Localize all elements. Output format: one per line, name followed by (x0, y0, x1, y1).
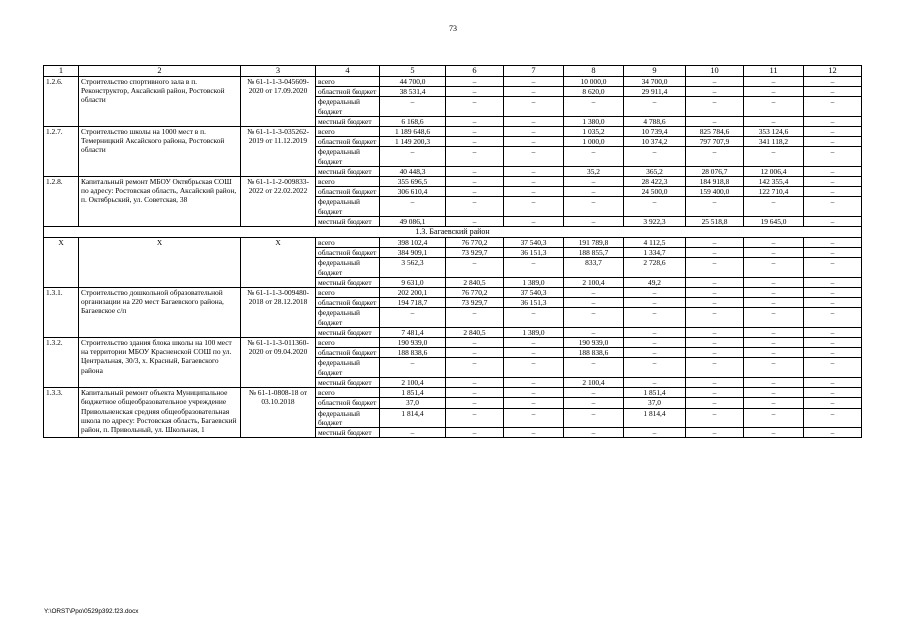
project-name: X (79, 238, 241, 288)
project-name: Капитальный ремонт МБОУ Октябрьская СОШ по адресу: Ростовская область, Аксайский район, п. Октябрьский, ул. Советская, 38 (79, 177, 241, 227)
amount-cell: 1 149 200,3 (380, 137, 446, 147)
item-number: X (44, 238, 79, 288)
amount-cell: – (744, 338, 804, 348)
amount-cell: – (624, 427, 686, 437)
amount-cell: – (744, 197, 804, 216)
column-header: 1 (44, 66, 79, 77)
amount-cell: – (446, 137, 504, 147)
project-name: Капитальный ремонт объекта Муниципальное бюджетное общеобразовательное учреждение Привольненская средняя общеобразовательная школа по адресу: Ростовская область, Багаевский район, п. Привольный, ул. Школьная, 1 (79, 388, 241, 438)
table-row (44, 388, 862, 398)
funding-source: федеральный бюджет (316, 308, 380, 327)
budget-table (43, 65, 862, 438)
column-header: 9 (624, 66, 686, 77)
amount-cell: – (504, 197, 564, 216)
amount-cell: – (804, 258, 862, 277)
amount-cell: 8 620,0 (564, 87, 624, 97)
amount-cell: – (804, 116, 862, 126)
funding-source: федеральный бюджет (316, 358, 380, 377)
amount-cell: – (446, 97, 504, 116)
amount-cell: 188 838,6 (380, 348, 446, 358)
funding-source: всего (316, 127, 380, 137)
amount-cell: 384 909,1 (380, 248, 446, 258)
amount-cell: – (446, 147, 504, 166)
funding-source: всего (316, 238, 380, 248)
amount-cell: – (564, 327, 624, 337)
funding-source: федеральный бюджет (316, 147, 380, 166)
amount-cell: 355 696,5 (380, 177, 446, 187)
section-title: 1.3. Багаевский район (44, 227, 862, 238)
amount-cell: – (744, 147, 804, 166)
amount-cell: – (564, 308, 624, 327)
funding-source: областной бюджет (316, 137, 380, 147)
amount-cell: 35,2 (564, 166, 624, 176)
amount-cell: – (446, 166, 504, 176)
amount-cell: 37,0 (624, 398, 686, 408)
amount-cell: 184 918,8 (686, 177, 744, 187)
column-header: 8 (564, 66, 624, 77)
funding-source: местный бюджет (316, 327, 380, 337)
amount-cell: – (744, 358, 804, 377)
amount-cell: – (744, 258, 804, 277)
item-number: 1.2.8. (44, 177, 79, 227)
amount-cell: 76 770,2 (446, 288, 504, 298)
amount-cell: 44 700,0 (380, 77, 446, 87)
amount-cell: – (504, 97, 564, 116)
funding-source: всего (316, 77, 380, 87)
amount-cell: – (564, 288, 624, 298)
amount-cell: 2 840,5 (446, 327, 504, 337)
amount-cell: – (804, 97, 862, 116)
amount-cell: 37 540,3 (504, 238, 564, 248)
amount-cell: – (504, 166, 564, 176)
amount-cell: – (624, 338, 686, 348)
amount-cell: – (446, 116, 504, 126)
amount-cell: – (564, 216, 624, 226)
item-number: 1.3.1. (44, 288, 79, 338)
amount-cell: – (686, 348, 744, 358)
project-name: Строительство дошкольной образовательной организации на 220 мест Багаевского района, Багаевское с/п (79, 288, 241, 338)
amount-cell: – (686, 248, 744, 258)
funding-source: областной бюджет (316, 248, 380, 258)
amount-cell: 1 814,4 (380, 408, 446, 427)
expertise-conclusion: X (241, 238, 316, 288)
amount-cell: 1 000,0 (564, 137, 624, 147)
amount-cell: – (380, 308, 446, 327)
amount-cell: – (564, 358, 624, 377)
amount-cell: – (446, 398, 504, 408)
column-header: 6 (446, 66, 504, 77)
amount-cell: 1 380,0 (564, 116, 624, 126)
funding-source: федеральный бюджет (316, 197, 380, 216)
amount-cell: – (744, 408, 804, 427)
amount-cell: – (744, 348, 804, 358)
amount-cell: 37 540,3 (504, 288, 564, 298)
amount-cell: – (380, 97, 446, 116)
project-name: Строительство спортивного зала в п. Реконструктор, Аксайский район, Ростовской области (79, 77, 241, 127)
funding-source: федеральный бюджет (316, 408, 380, 427)
amount-cell: – (686, 388, 744, 398)
amount-cell: 833,7 (564, 258, 624, 277)
amount-cell: 202 200,1 (380, 288, 446, 298)
funding-source: местный бюджет (316, 216, 380, 226)
amount-cell: 10 000,0 (564, 77, 624, 87)
amount-cell: – (804, 358, 862, 377)
amount-cell: – (686, 338, 744, 348)
amount-cell: 194 718,7 (380, 298, 446, 308)
amount-cell: – (564, 408, 624, 427)
amount-cell: 122 710,4 (744, 187, 804, 197)
amount-cell: 797 707,9 (686, 137, 744, 147)
amount-cell: – (686, 308, 744, 327)
amount-cell: – (380, 358, 446, 377)
amount-cell: – (804, 127, 862, 137)
amount-cell: 188 838,6 (564, 348, 624, 358)
amount-cell: – (744, 327, 804, 337)
table-row (44, 177, 862, 187)
amount-cell: – (744, 398, 804, 408)
amount-cell: 2 100,4 (380, 377, 446, 387)
amount-cell: 3 562,3 (380, 258, 446, 277)
amount-cell: 37,0 (380, 398, 446, 408)
amount-cell: 188 855,7 (564, 248, 624, 258)
amount-cell: – (624, 197, 686, 216)
table-row (44, 288, 862, 298)
amount-cell: – (564, 97, 624, 116)
table-row (44, 338, 862, 348)
funding-source: всего (316, 288, 380, 298)
amount-cell: 38 531,4 (380, 87, 446, 97)
amount-cell: – (446, 338, 504, 348)
amount-cell: – (744, 87, 804, 97)
item-number: 1.2.7. (44, 127, 79, 177)
amount-cell: – (446, 388, 504, 398)
amount-cell: – (504, 427, 564, 437)
amount-cell: – (564, 388, 624, 398)
amount-cell: 1 851,4 (624, 388, 686, 398)
amount-cell: – (686, 377, 744, 387)
item-number: 1.3.3. (44, 388, 79, 438)
page-number: 73 (449, 24, 457, 33)
amount-cell: 28 076,7 (686, 166, 744, 176)
amount-cell: – (804, 166, 862, 176)
amount-cell: – (446, 258, 504, 277)
amount-cell: – (804, 298, 862, 308)
amount-cell: 25 518,8 (686, 216, 744, 226)
funding-source: всего (316, 177, 380, 187)
amount-cell: – (624, 298, 686, 308)
funding-source: местный бюджет (316, 427, 380, 437)
amount-cell: 49,2 (624, 277, 686, 287)
amount-cell: 341 118,2 (744, 137, 804, 147)
amount-cell: 34 700,0 (624, 77, 686, 87)
amount-cell: – (504, 408, 564, 427)
amount-cell: – (446, 177, 504, 187)
amount-cell: – (744, 248, 804, 258)
project-name: Строительство школы на 1000 мест в п. Темерницкий Аксайского района, Ростовской области (79, 127, 241, 177)
amount-cell: – (564, 147, 624, 166)
amount-cell: – (504, 187, 564, 197)
amount-cell: – (624, 348, 686, 358)
amount-cell: – (504, 388, 564, 398)
funding-source: федеральный бюджет (316, 258, 380, 277)
amount-cell: – (504, 127, 564, 137)
amount-cell: – (504, 177, 564, 187)
amount-cell: 142 355,4 (744, 177, 804, 187)
amount-cell: 6 168,6 (380, 116, 446, 126)
amount-cell: 398 102,4 (380, 238, 446, 248)
amount-cell: – (504, 137, 564, 147)
amount-cell: – (686, 197, 744, 216)
amount-cell: – (686, 97, 744, 116)
amount-cell: – (744, 298, 804, 308)
amount-cell: 1 814,4 (624, 408, 686, 427)
amount-cell: – (564, 197, 624, 216)
item-number: 1.3.2. (44, 338, 79, 388)
amount-cell: – (446, 77, 504, 87)
amount-cell: – (686, 327, 744, 337)
amount-cell: – (624, 147, 686, 166)
amount-cell: – (804, 388, 862, 398)
amount-cell: 36 151,3 (504, 248, 564, 258)
amount-cell: – (446, 358, 504, 377)
amount-cell: – (804, 427, 862, 437)
amount-cell: 12 006,4 (744, 166, 804, 176)
amount-cell: 190 939,0 (380, 338, 446, 348)
funding-source: всего (316, 338, 380, 348)
amount-cell: – (686, 298, 744, 308)
column-header: 3 (241, 66, 316, 77)
amount-cell: 10 374,2 (624, 137, 686, 147)
amount-cell: – (446, 197, 504, 216)
amount-cell: 306 610,4 (380, 187, 446, 197)
amount-cell: – (446, 216, 504, 226)
amount-cell: 49 086,1 (380, 216, 446, 226)
amount-cell: – (504, 348, 564, 358)
amount-cell: – (504, 398, 564, 408)
column-header: 11 (744, 66, 804, 77)
amount-cell: – (446, 427, 504, 437)
amount-cell: – (804, 308, 862, 327)
amount-cell: – (446, 308, 504, 327)
amount-cell: 190 939,0 (564, 338, 624, 348)
expertise-conclusion: № 61-1-1-3-009480-2018 от 28.12.2018 (241, 288, 316, 338)
amount-cell: 76 770,2 (446, 238, 504, 248)
table-row (44, 77, 862, 87)
amount-cell: – (804, 238, 862, 248)
amount-cell: – (744, 116, 804, 126)
amount-cell: – (804, 288, 862, 298)
expertise-conclusion: № 61-1-1-3-011360-2020 от 09.04.2020 (241, 338, 316, 388)
amount-cell: 2 100,4 (564, 277, 624, 287)
amount-cell: – (504, 377, 564, 387)
column-header: 12 (804, 66, 862, 77)
amount-cell: 19 645,0 (744, 216, 804, 226)
amount-cell: – (504, 147, 564, 166)
section-header-row (44, 227, 862, 238)
amount-cell: – (504, 338, 564, 348)
amount-cell: – (686, 87, 744, 97)
amount-cell: – (804, 338, 862, 348)
amount-cell: – (744, 238, 804, 248)
amount-cell: – (446, 87, 504, 97)
amount-cell: – (804, 197, 862, 216)
amount-cell: – (446, 348, 504, 358)
amount-cell: 1 851,4 (380, 388, 446, 398)
amount-cell: 4 112,5 (624, 238, 686, 248)
amount-cell: – (446, 377, 504, 387)
column-number-row (44, 66, 862, 77)
amount-cell: – (686, 258, 744, 277)
amount-cell: – (686, 427, 744, 437)
funding-source: областной бюджет (316, 398, 380, 408)
amount-cell: 353 124,6 (744, 127, 804, 137)
amount-cell: – (804, 177, 862, 187)
amount-cell: – (504, 258, 564, 277)
amount-cell: 24 500,0 (624, 187, 686, 197)
amount-cell: 2 728,6 (624, 258, 686, 277)
funding-source: областной бюджет (316, 187, 380, 197)
amount-cell: 1 389,0 (504, 327, 564, 337)
amount-cell: – (804, 216, 862, 226)
amount-cell: – (504, 87, 564, 97)
amount-cell: 3 922,3 (624, 216, 686, 226)
amount-cell: 159 400,0 (686, 187, 744, 197)
funding-source: областной бюджет (316, 298, 380, 308)
amount-cell: – (744, 308, 804, 327)
amount-cell: – (686, 277, 744, 287)
funding-source: всего (316, 388, 380, 398)
amount-cell: – (446, 127, 504, 137)
amount-cell: – (804, 248, 862, 258)
amount-cell: – (446, 187, 504, 197)
amount-cell: – (504, 358, 564, 377)
expertise-conclusion: № 61-1-0808-18 от 03.10.2018 (241, 388, 316, 438)
amount-cell: – (564, 187, 624, 197)
column-header: 5 (380, 66, 446, 77)
column-header: 7 (504, 66, 564, 77)
funding-source: федеральный бюджет (316, 97, 380, 116)
amount-cell: 9 631,0 (380, 277, 446, 287)
amount-cell: 29 911,4 (624, 87, 686, 97)
amount-cell: 10 739,4 (624, 127, 686, 137)
amount-cell: – (804, 327, 862, 337)
amount-cell: – (686, 408, 744, 427)
amount-cell: 73 929,7 (446, 248, 504, 258)
amount-cell: – (504, 216, 564, 226)
amount-cell: – (686, 77, 744, 87)
amount-cell: 28 422,3 (624, 177, 686, 187)
amount-cell: – (504, 116, 564, 126)
amount-cell: – (624, 288, 686, 298)
column-header: 4 (316, 66, 380, 77)
amount-cell: 825 784,6 (686, 127, 744, 137)
amount-cell: – (564, 177, 624, 187)
amount-cell: – (446, 408, 504, 427)
amount-cell: – (564, 427, 624, 437)
table-row (44, 127, 862, 137)
amount-cell: 4 788,6 (624, 116, 686, 126)
amount-cell: 1 189 648,6 (380, 127, 446, 137)
amount-cell: – (744, 388, 804, 398)
amount-cell: – (686, 147, 744, 166)
item-number: 1.2.6. (44, 77, 79, 127)
amount-cell: – (380, 427, 446, 437)
expertise-conclusion: № 61-1-1-3-035262-2019 от 11.12.2019 (241, 127, 316, 177)
funding-source: местный бюджет (316, 116, 380, 126)
amount-cell: – (804, 348, 862, 358)
amount-cell: 365,2 (624, 166, 686, 176)
amount-cell: – (504, 77, 564, 87)
amount-cell: – (804, 87, 862, 97)
amount-cell: – (504, 308, 564, 327)
amount-cell: – (564, 298, 624, 308)
file-path-footer: Y:\ORST\Ppo\0529p392.f23.docx (44, 608, 139, 615)
amount-cell: – (380, 197, 446, 216)
funding-source: местный бюджет (316, 277, 380, 287)
amount-cell: – (804, 187, 862, 197)
amount-cell: 2 840,5 (446, 277, 504, 287)
funding-source: областной бюджет (316, 87, 380, 97)
amount-cell: – (686, 288, 744, 298)
amount-cell: 1 389,0 (504, 277, 564, 287)
amount-cell: – (686, 238, 744, 248)
amount-cell: – (686, 116, 744, 126)
amount-cell: – (624, 358, 686, 377)
expertise-conclusion: № 61-1-1-3-045609-2020 от 17.09.2020 (241, 77, 316, 127)
amount-cell: 191 789,8 (564, 238, 624, 248)
column-header: 2 (79, 66, 241, 77)
amount-cell: 73 929,7 (446, 298, 504, 308)
amount-cell: – (686, 398, 744, 408)
funding-source: местный бюджет (316, 377, 380, 387)
amount-cell: – (624, 327, 686, 337)
amount-cell: – (804, 408, 862, 427)
amount-cell: – (744, 277, 804, 287)
table-row (44, 238, 862, 248)
amount-cell: – (804, 277, 862, 287)
amount-cell: 1 035,2 (564, 127, 624, 137)
amount-cell: – (804, 137, 862, 147)
amount-cell: – (804, 377, 862, 387)
amount-cell: 2 100,4 (564, 377, 624, 387)
amount-cell: 40 448,3 (380, 166, 446, 176)
column-header: 10 (686, 66, 744, 77)
amount-cell: – (686, 358, 744, 377)
amount-cell: – (744, 427, 804, 437)
funding-source: областной бюджет (316, 348, 380, 358)
amount-cell: – (744, 77, 804, 87)
amount-cell: – (564, 398, 624, 408)
project-name: Строительство здания блока школы на 100 мест на территории МБОУ Красненской СОШ по ул. Центральная, 30/3, х. Красный, Багаевского района (79, 338, 241, 388)
amount-cell: – (804, 77, 862, 87)
amount-cell: – (624, 97, 686, 116)
amount-cell: – (380, 147, 446, 166)
amount-cell: – (804, 147, 862, 166)
amount-cell: – (804, 398, 862, 408)
expertise-conclusion: № 61-1-1-2-009833-2022 от 22.02.2022 (241, 177, 316, 227)
amount-cell: 1 334,7 (624, 248, 686, 258)
amount-cell: – (624, 377, 686, 387)
funding-source: местный бюджет (316, 166, 380, 176)
amount-cell: – (744, 377, 804, 387)
amount-cell: – (744, 288, 804, 298)
amount-cell: – (624, 308, 686, 327)
amount-cell: 36 151,3 (504, 298, 564, 308)
amount-cell: 7 481,4 (380, 327, 446, 337)
amount-cell: – (744, 97, 804, 116)
